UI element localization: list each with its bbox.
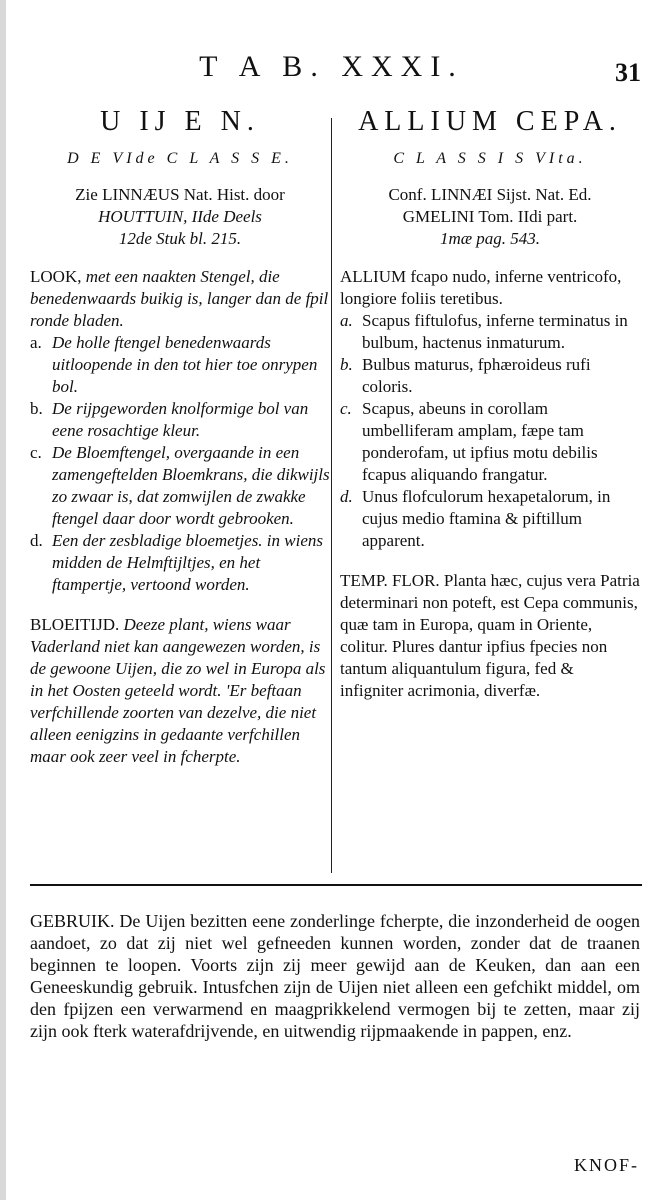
item-marker: b.: [340, 355, 353, 374]
description-label: LOOK,: [30, 267, 82, 286]
latin-class: C L A S S I S VIta.: [393, 150, 587, 167]
list-item: [340, 310, 640, 354]
reference-line: Zie LINNÆUS Nat. Hist. door: [75, 185, 285, 204]
list-item: [30, 332, 330, 398]
item-marker: d.: [30, 531, 43, 550]
description-label: ALLIUM: [340, 267, 407, 286]
description-text: fcapo nudo, inferne ventricofo, longiore foliis teretibus.: [340, 267, 622, 308]
item-text: Bulbus maturus, fphæroideus rufi coloris.: [362, 355, 591, 396]
dutch-description: [30, 266, 330, 332]
list-item: [340, 354, 640, 398]
latin-flowering: [340, 570, 640, 702]
item-marker: c.: [340, 399, 352, 418]
item-text: Scapus, abeuns in corollam umbelliferam amplam, fæpe tam ponderofam, ut ipfius motu debilis fcapus aliquando frangatur.: [362, 399, 598, 484]
list-item: [30, 530, 330, 596]
reference-line: GMELINI Tom. IIdi part.: [402, 207, 578, 226]
plate-title: T A B. XXXI.: [199, 50, 464, 83]
item-text: Unus flofculorum hexapetalorum, in cujus medio ftamina & piftillum apparent.: [362, 487, 611, 550]
dutch-class: D E VIde C L A S S E.: [67, 150, 293, 167]
list-item: [340, 486, 640, 552]
item-text: Een der zesbladige bloemetjes. in wiens midden de Helmftijltjes, en het ftampertje, vertoond worden.: [52, 531, 324, 594]
column-divider: [331, 118, 332, 873]
item-text: De Bloemftengel, overgaande in een zamengeftelden Bloemkrans, die dikwijls zo zwaar is, dat zomwijlen de zwakke ftengel daar door wordt gebrooken.: [52, 443, 330, 528]
item-text: De rijpgeworden knolformige bol van eene rosachtige kleur.: [52, 399, 309, 440]
usage-label: GEBRUIK.: [30, 911, 115, 931]
item-marker: a.: [30, 333, 42, 352]
usage-text: De Uijen bezitten eene zonderlinge fcherpte, die inzonderheid de oogen aandoet, zo dat zij niet wel gefneeden kunnen worden, zonder dat de traanen beginnen te loopen. Voorts zijn zij meer gewijd aan de Keuken, dan aan een Geneeskundig gebruik. Intusfchen zijn de Uijen niet alleen een gefchikt middel, om den fpijzen een verwarmend en maagprikkelend vermogen bij te zetten, maar zij zijn ook fterk waterafdrijvende, en uitwendig rijpmaakende in pappen, enz.: [30, 911, 640, 1041]
flowering-label: TEMP. FLOR.: [340, 571, 440, 590]
dutch-flowering: [30, 614, 330, 768]
flowering-text: Deeze plant, wiens waar Vaderland niet kan aangewezen worden, is de gewoone Uijen, die zo wel in Europa als in het Oosten geteeld wordt. 'Er beftaan verfchillende zoorten van dezelve, die niet alleen eenigzins in gedaante verfchillen maar ook zeer veel in fcherpte.: [30, 615, 326, 766]
item-marker: b.: [30, 399, 43, 418]
dutch-heading: U IJ E N.: [100, 106, 260, 137]
flowering-text: Planta hæc, cujus vera Patria determinari non poteft, est Cepa communis, quæ tam in Europa, quam in Oriente, colitur. Plures dantur ipfius fpecies non tantum aliquantulum figura, fed & infigniter acrimonia, diverfæ.: [340, 571, 640, 700]
latin-column: [340, 100, 640, 702]
flowering-label: BLOEITIJD.: [30, 615, 120, 634]
latin-heading: ALLIUM CEPA.: [358, 106, 622, 137]
item-text: De holle ftengel benedenwaards uitloopende in den tot hier toe onrypen bol.: [52, 333, 318, 396]
reference-line: 1mæ pag. 543.: [439, 229, 541, 248]
page-number: 31: [615, 58, 641, 87]
reference-line: HOUTTUIN, IIde Deels: [98, 207, 262, 226]
page-edge: [0, 0, 6, 1200]
reference-line: 12de Stuk bl. 215.: [118, 229, 242, 248]
item-marker: d.: [340, 487, 353, 506]
section-rule: [30, 884, 642, 886]
catchword: KNOF-: [573, 1155, 639, 1175]
dutch-column: [30, 100, 330, 768]
list-item: [30, 442, 330, 530]
item-marker: a.: [340, 311, 353, 330]
item-marker: c.: [30, 443, 42, 462]
latin-reference: [340, 184, 640, 250]
description-text: met een naakten Stengel, die benedenwaards buikig is, langer dan de fpil ronde bladen.: [30, 267, 329, 330]
list-item: [340, 398, 640, 486]
item-text: Scapus fiftulofus, inferne terminatus in bulbum, hactenus inmaturum.: [362, 311, 628, 352]
dutch-reference: [30, 184, 330, 250]
list-item: [30, 398, 330, 442]
latin-description: [340, 266, 640, 310]
reference-line: Conf. LINNÆI Sijst. Nat. Ed.: [388, 185, 592, 204]
usage-paragraph: [30, 910, 640, 1042]
